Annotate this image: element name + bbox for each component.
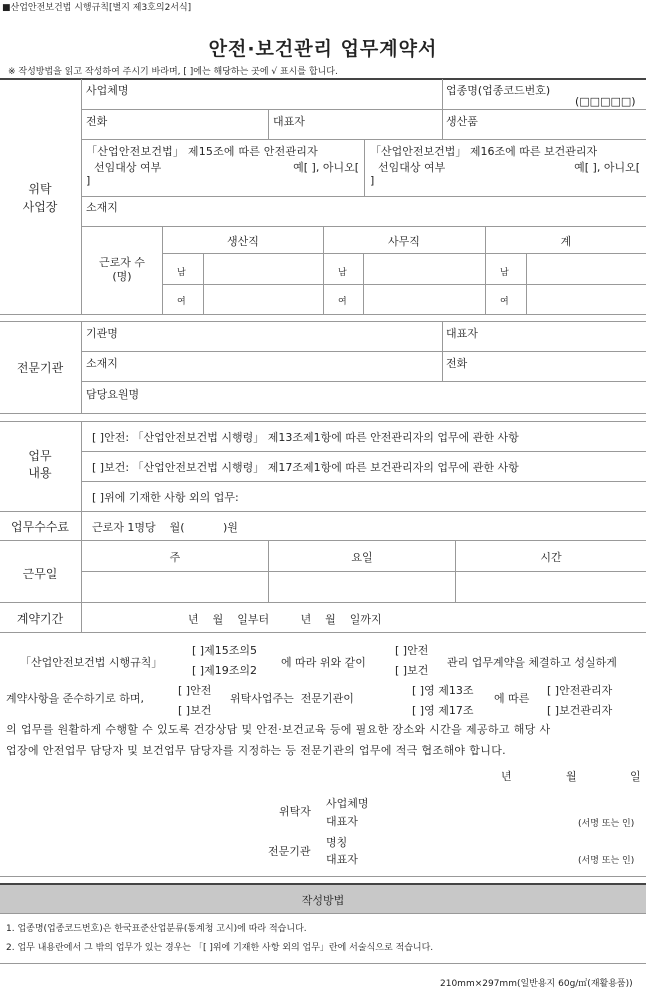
clause-decree-13-checkbox[interactable]: [ ]영 제13조 <box>412 684 474 697</box>
clause-text-6: 의 업무를 원활하게 수행할 수 있도록 건강상담 및 안전·보건교육 등에 필요한 장소와 시간을 제공하고 해당 사 <box>6 723 551 736</box>
clause-text-2: 관리 업무계약을 체결하고 성실하게 <box>447 656 617 669</box>
entruster-label: 위탁자 <box>279 805 311 818</box>
agency-sign-name: 명칭 <box>326 836 348 849</box>
agency-phone-label: 전화 <box>446 357 468 370</box>
female-total: 여 <box>500 297 509 307</box>
representative-label: 대표자 <box>273 115 305 128</box>
duties-section-label: 업무 내용 <box>28 449 52 480</box>
entruster-signature[interactable]: (서명 또는 인) <box>578 819 635 829</box>
col-production: 생산직 <box>227 235 259 248</box>
entruster-business-name: 사업체명 <box>326 797 369 810</box>
method-item-2: 2. 업무 내용란에서 그 밖의 업무가 있는 경우는 「[ ]위에 기재한 사항 외의 업무」란에 서술식으로 적습니다. <box>6 943 434 953</box>
clause-law: 「산업안전보건법 시행규칙」 <box>20 656 163 669</box>
clause-article-15-checkbox[interactable]: [ ]제15조의5 <box>192 644 257 657</box>
male-production: 남 <box>177 268 186 278</box>
clause-safety2-checkbox[interactable]: [ ]안전 <box>178 684 212 697</box>
fee-section-label: 업무수수료 <box>11 520 69 534</box>
clause-health-checkbox[interactable]: [ ]보건 <box>395 664 429 677</box>
agency-section-label: 전문기관 <box>16 361 64 375</box>
duty-safety-checkbox[interactable]: [ ]안전: 「산업안전보건법 시행령」 제13조제1항에 따른 안전관리자의 업무에 관한 사항 <box>92 431 519 444</box>
clause-text-5: 에 따른 <box>494 692 530 705</box>
male-office: 남 <box>338 268 347 278</box>
duty-other-checkbox[interactable]: [ ]위에 기재한 사항 외의 업무: <box>92 491 239 504</box>
health-manager-question: 「산업안전보건법」 제16조에 따른 보건관리자 선임대상 여부 예[ ], 아니오[ ] <box>370 145 640 187</box>
col-total: 계 <box>560 235 572 248</box>
date-day[interactable]: 일 <box>630 770 641 783</box>
male-total: 남 <box>500 268 509 278</box>
agency-representative-label: 대표자 <box>446 327 478 340</box>
method-title: 작성방법 <box>301 894 345 907</box>
phone-label: 전화 <box>86 115 108 128</box>
agency-sign-label: 전문기관 <box>268 845 311 858</box>
workday-week-header: 주 <box>169 551 181 564</box>
female-production: 여 <box>177 297 186 307</box>
workers-count-label: 근로자 수 (명) <box>98 256 145 283</box>
safety-manager-question: 「산업안전보건법」 제15조에 따른 안전관리자 선임대상 여부 예[ ], 아니오[ ] <box>86 145 359 187</box>
fee-field[interactable]: 근로자 1명당 월( )원 <box>92 521 238 534</box>
instruction-note: ※ 작성방법을 읽고 작성하여 주시기 바라며, [ ]에는 해당하는 곳에 √ 표시를 합니다. <box>8 67 338 77</box>
clause-text-7: 업장에 안전업무 담당자 및 보건업무 담당자를 지정하는 등 전문기관의 업무에 적극 협조해야 합니다. <box>6 744 507 757</box>
date-month[interactable]: 월 <box>566 770 577 783</box>
agency-staff-label: 담당요원명 <box>86 388 140 401</box>
workday-time-header: 시간 <box>540 551 562 564</box>
date-year[interactable]: 년 <box>501 770 512 783</box>
clause-health2-checkbox[interactable]: [ ]보건 <box>178 704 212 717</box>
clause-safety-manager-checkbox[interactable]: [ ]안전관리자 <box>547 684 613 697</box>
safety-manager-checkbox[interactable]: 예[ ], 아니오[ <box>293 161 359 174</box>
period-section-label: 계약기간 <box>16 612 64 626</box>
address-label: 소재지 <box>86 201 118 214</box>
industry-code-boxes[interactable]: (□□□□□) <box>575 95 636 108</box>
health-manager-checkbox[interactable]: 예[ ], 아니오[ <box>574 161 640 174</box>
method-item-1: 1. 업종명(업종코드번호)은 한국표준산업분류(통계청 고시)에 따라 적습니다. <box>6 924 307 934</box>
page-title: 안전·보건관리 업무계약서 <box>208 38 438 60</box>
entruster-representative: 대표자 <box>326 815 358 828</box>
clause-article-19-checkbox[interactable]: [ ]제19조의2 <box>192 664 257 677</box>
agency-signature[interactable]: (서명 또는 인) <box>578 856 635 866</box>
clause-health-manager-checkbox[interactable]: [ ]보건관리자 <box>547 704 613 717</box>
duty-health-checkbox[interactable]: [ ]보건: 「산업안전보건법 시행령」 제17조제1항에 따른 보건관리자의 업무에 관한 사항 <box>92 461 519 474</box>
agency-sign-representative: 대표자 <box>326 853 358 866</box>
form-reference: ■산업안전보건법 시행규칙[별지 제3호의2서식] <box>2 3 192 13</box>
entrust-section-label: 위탁 사업장 <box>22 182 58 214</box>
paper-spec: 210mm×297mm(일반용지 60g/㎡(재활용품)) <box>440 979 633 989</box>
clause-text-4: 위탁사업주는 전문기관이 <box>230 692 354 705</box>
industry-code-label: 업종명(업종코드번호) <box>446 84 551 97</box>
workday-day-header: 요일 <box>351 551 373 564</box>
business-name-label: 사업체명 <box>86 84 129 97</box>
col-office: 사무직 <box>388 235 420 248</box>
product-label: 생산품 <box>446 115 478 128</box>
clause-text-3: 계약사항을 준수하기로 하며, <box>6 692 145 705</box>
clause-safety-checkbox[interactable]: [ ]안전 <box>395 644 429 657</box>
agency-name-label: 기관명 <box>86 327 118 340</box>
period-field[interactable]: 년 월 일부터 년 월 일까지 <box>188 613 382 626</box>
agency-address-label: 소재지 <box>86 357 118 370</box>
clause-text-1: 에 따라 위와 같이 <box>281 656 366 669</box>
clause-decree-17-checkbox[interactable]: [ ]영 제17조 <box>412 704 474 717</box>
workday-section-label: 근무일 <box>22 567 58 581</box>
female-office: 여 <box>338 297 347 307</box>
